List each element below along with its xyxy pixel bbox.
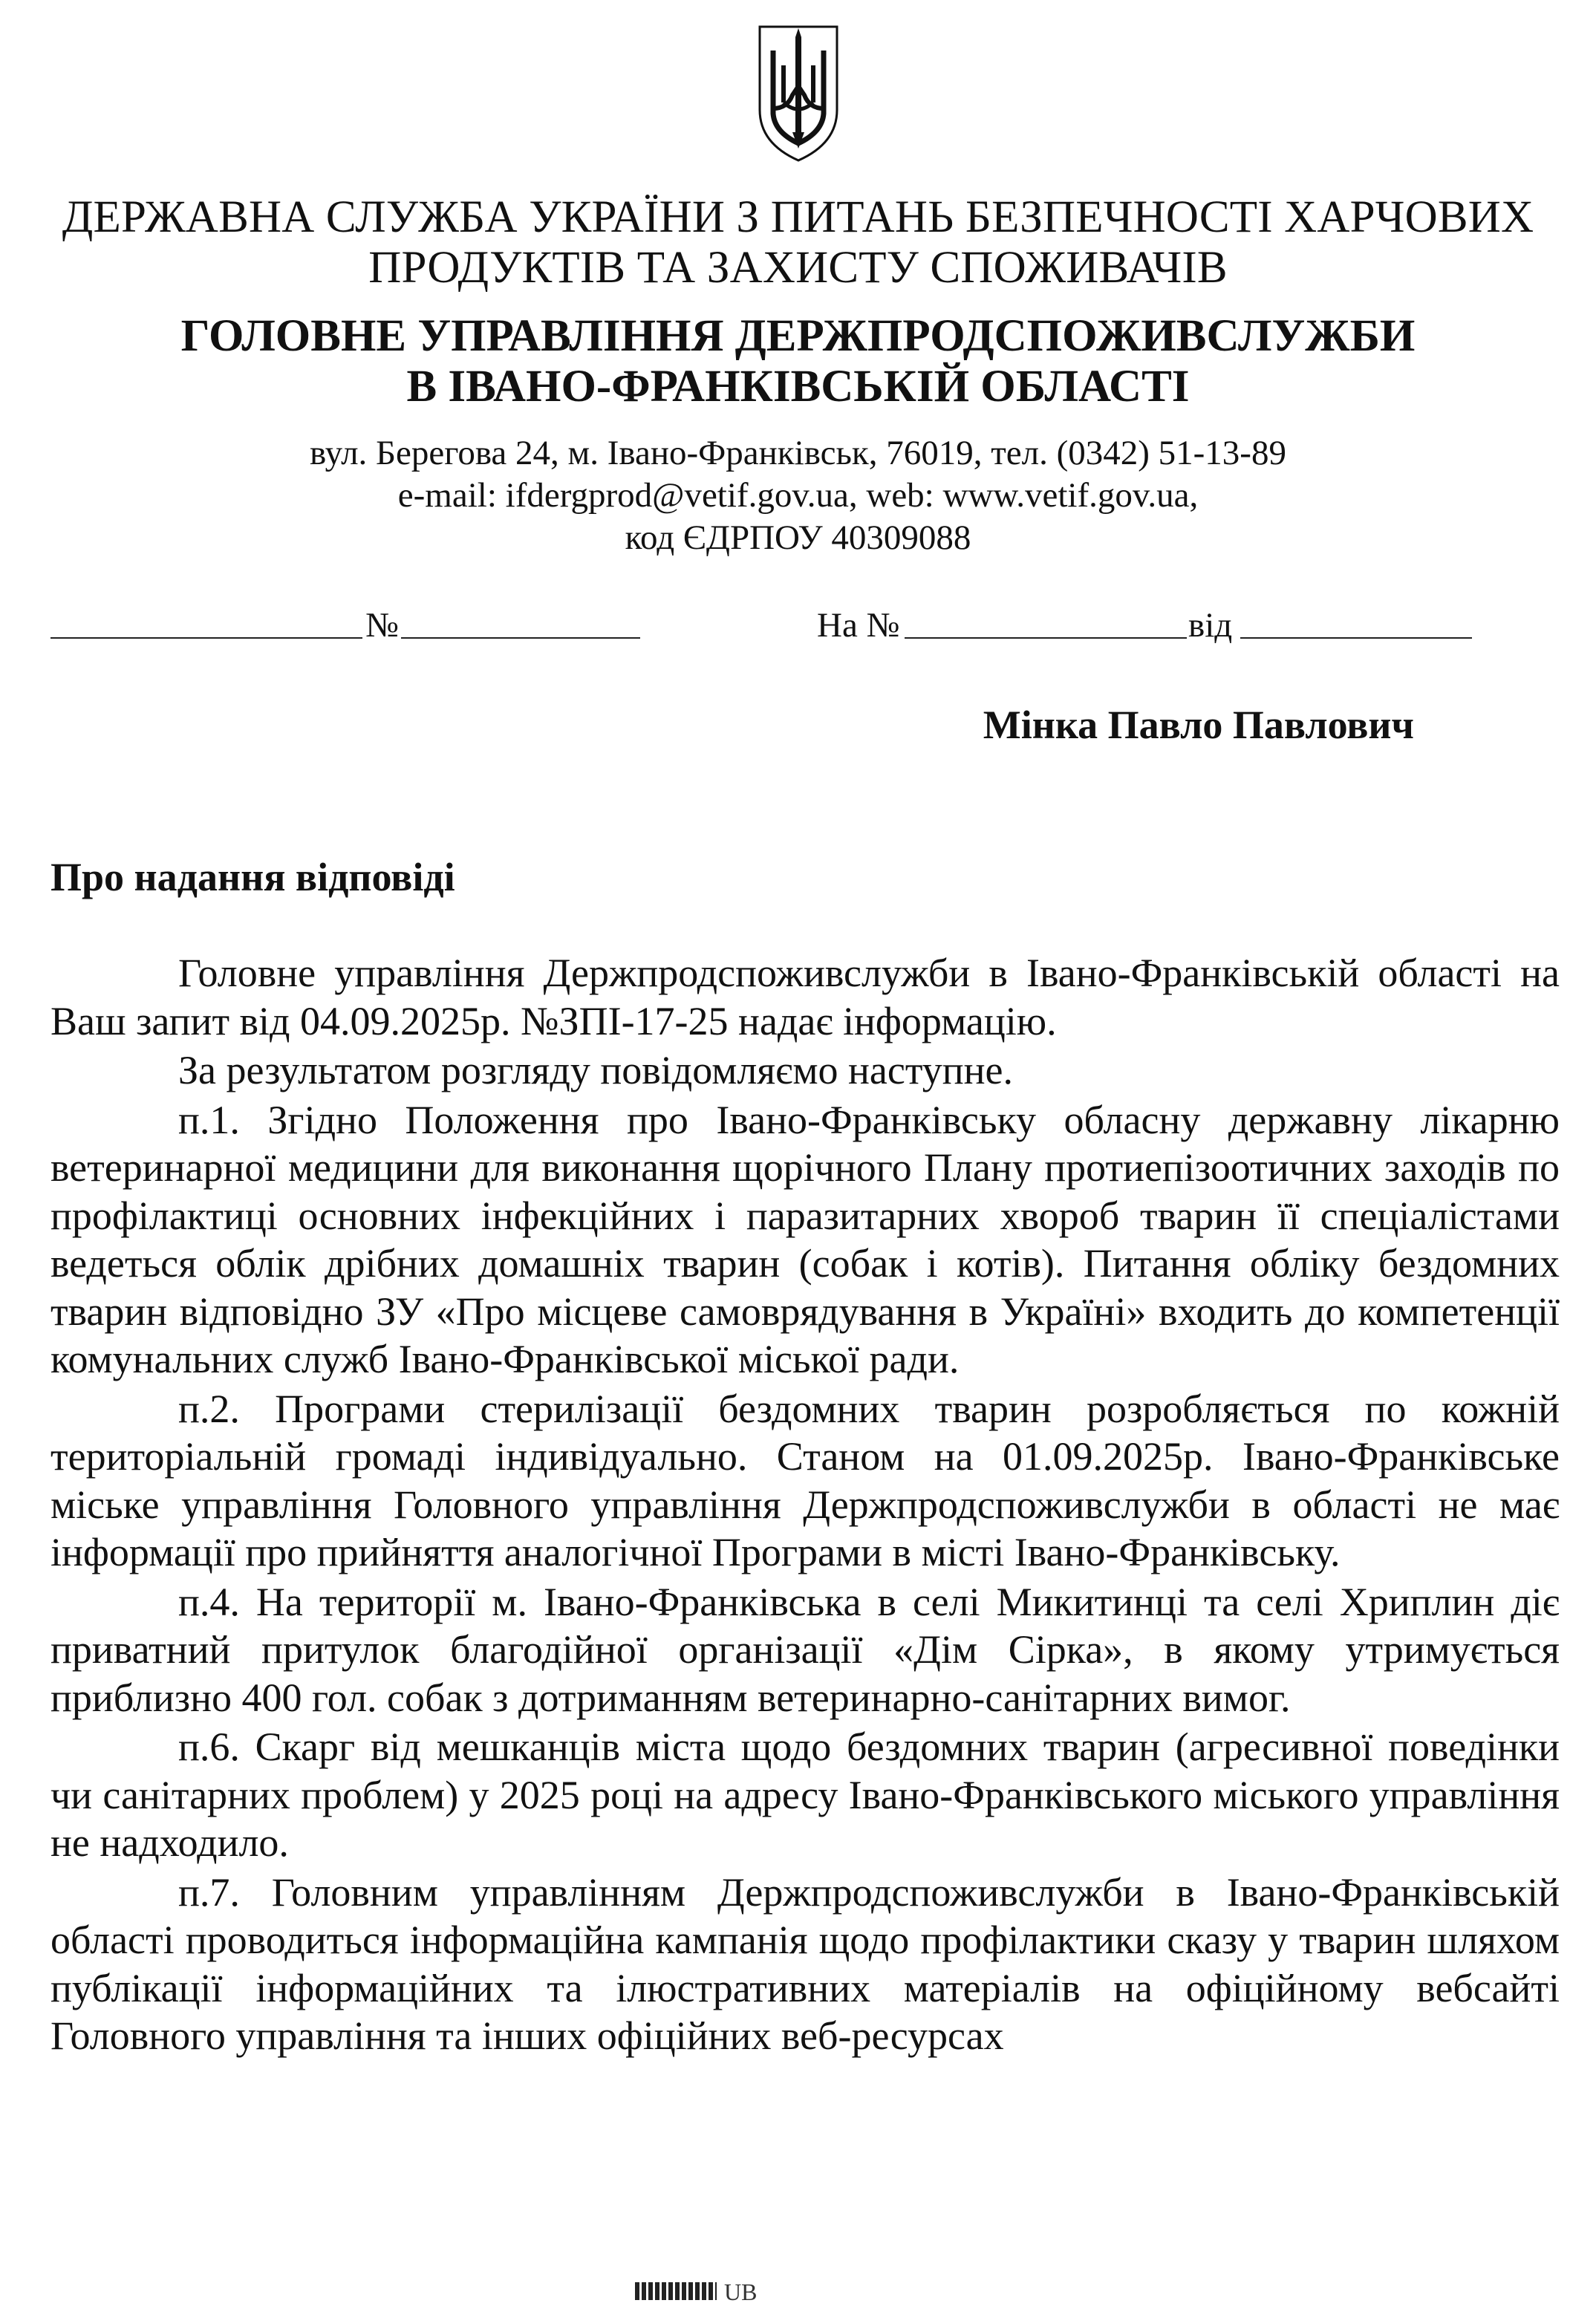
- body-paragraph: п.6. Скарг від мешканців міста щодо бездомних тварин (агресивної поведінки чи санітарних проблем) у 2025 році на адресу Івано-Франківського міського управління не надходило.: [51, 1724, 1560, 1865]
- reply-to-number-blank: [905, 637, 1187, 639]
- agency-name-line-1: ДЕРЖАВНА СЛУЖБА УКРАЇНИ З ПИТАНЬ БЕЗПЕЧНОСТІ ХАРЧОВИХ: [62, 192, 1534, 242]
- outgoing-date-blank: [51, 637, 362, 639]
- edrpou-line: код ЄДРПОУ 40309088: [625, 518, 971, 557]
- letter-body: [51, 949, 1560, 2060]
- qr-code-label: UB: [724, 2279, 758, 2305]
- department-name-line-2: В ІВАНО-ФРАНКІВСЬКІЙ ОБЛАСТІ: [406, 362, 1190, 411]
- reply-to-date-blank: [1240, 637, 1472, 639]
- body-paragraph: п.4. На території м. Івано-Франківська в селі Микитинці та селі Хриплин діє приватний притулок благодійної організації «Дім Сірка», в якому утримується приблизно 400 гол. собак з дотриманням ветеринарно-санітарних вимог.: [51, 1579, 1560, 1720]
- outgoing-number-blank: [401, 637, 640, 639]
- reply-to-date-label: від: [1188, 606, 1233, 645]
- body-paragraph: п.1. Згідно Положення про Івано-Франківську обласну державну лікарню ветеринарної медицини для виконання щорічного Плану протиепізоотичних заходів по профілактиці основних інфекційних і паразитарних хвороб тварин її спеціалістами ведеться облік дрібних домашніх тварин (собак і котів). Питання обліку бездомних тварин відповідно ЗУ «Про місцеве самоврядування в Україні» входить до компетенції комунальних служб Івано-Франківської міської ради.: [51, 1097, 1560, 1381]
- address-line: вул. Берегова 24, м. Івано-Франківськ, 76019, тел. (0342) 51-13-89: [310, 434, 1286, 472]
- qr-code-icon: [635, 2282, 717, 2300]
- recipient-name: Мінка Павло Павлович: [983, 703, 1414, 747]
- agency-name-line-2: ПРОДУКТІВ ТА ЗАХИСТУ СПОЖИВАЧІВ: [368, 243, 1228, 293]
- reply-to-number-label: На №: [817, 606, 900, 645]
- letter-subject: Про надання відповіді: [51, 855, 455, 899]
- body-paragraph: За результатом розгляду повідомляємо наступне.: [178, 1048, 1013, 1092]
- body-paragraph: п.2. Програми стерилізації бездомних тварин розробляється по кожній територіальній громаді індивідуально. Станом на 01.09.2025р. Івано-Франківське міське управління Головного управління Держпродспоживслужби в області не має інформації про прийняття аналогічної Програми в місті Івано-Франківську.: [51, 1386, 1560, 1574]
- body-paragraph: Головне управління Держпродспоживслужби в Івано-Франківській області на Ваш запит від 04.09.2025р. №ЗПІ-17-25 надає інформацію.: [51, 951, 1560, 1043]
- outgoing-number-label: №: [365, 606, 399, 645]
- department-name-line-1: ГОЛОВНЕ УПРАВЛІННЯ ДЕРЖПРОДСПОЖИВСЛУЖБИ: [180, 311, 1416, 361]
- coat-of-arms-icon: [754, 21, 843, 166]
- contacts-line: e-mail: ifdergprod@vetif.gov.ua, web: www.vetif.gov.ua,: [397, 476, 1199, 515]
- body-paragraph: п.7. Головним управлінням Держпродспоживслужби в Івано-Франківській області проводиться інформаційна кампанія щодо профілактики сказу у тварин шляхом публікації інформаційних та ілюстративних матеріалів на офіційному вебсайті Головного управління та інших офіційних веб-ресурсах: [51, 1869, 1560, 2058]
